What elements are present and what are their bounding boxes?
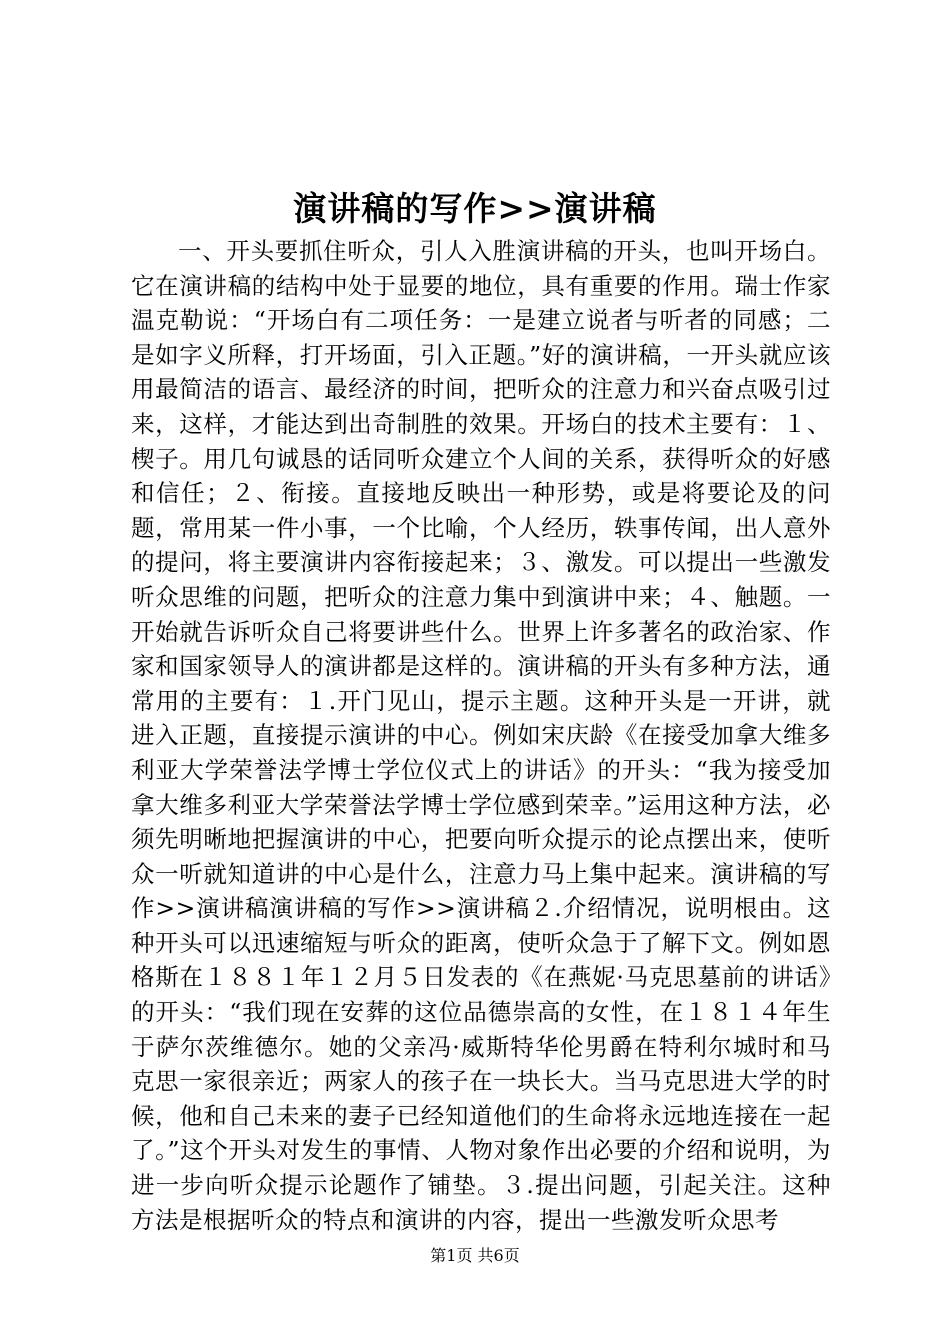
page-footer: 第1页 共6页 <box>430 1246 520 1265</box>
document-body: 一、开头要抓住听众，引人入胜演讲稿的开头，也叫开场白。它在演讲稿的结构中处于显要的地位，具有重要的作用。瑞士作家温克勒说：“开场白有二项任务：一是建立说者与听者的同感；二是如字义所释，打开场面，引入正题。”好的演讲稿，一开头就应该用最简洁的语言、最经济的时间，把听众的注意力和兴奋点吸引过来，这样，才能达到出奇制胜的效果。开场白的技术主要有：１、楔子。用几句诚恳的话同听众建立个人间的关系，获得听众的好感和信任；２、衔接。直接地反映出一种形势，或是将要论及的问题，常用某一件小事，一个比喻，个人经历，轶事传闻，出人意外的提问，将主要演讲内容衔接起来；３、激发。可以提出一些激发听众思维的问题，把听众的注意力集中到演讲中来；４、触题。一开始就告诉听众自己将要讲些什么。世界上许多著名的政治家、作家和国家领导人的演讲都是这样的。演讲稿的开头有多种方法，通常用的主要有：１.开门见山，提示主题。这种开头是一开讲，就进入正题，直接提示演讲的中心。例如宋庆龄《在接受加拿大维多利亚大学荣誉法学博士学位仪式上的讲话》的开头：“我为接受加拿大维多利亚大学荣誉法学博士学位感到荣幸。”运用这种方法，必须先明晰地把握演讲的中心，把要向听众提示的论点摆出来，使听众一听就知道讲的中心是什么，注意力马上集中起来。演讲稿的写作>>演讲稿演讲稿的写作>>演讲稿２.介绍情况，说明根由。这种开头可以迅速缩短与听众的距离，使听众急于了解下文。例如恩格斯在１８８１年１２月５日发表的《在燕妮·马克思墓前的讲话》的开头：“我们现在安葬的这位品德崇高的女性，在１８１４年生于萨尔茨维德尔。她的父亲冯·威斯特华伦男爵在特利尔城时和马克思一家很亲近；两家人的孩子在一块长大。当马克思进大学的时候，他和自己未来的妻子已经知道他们的生命将永远地连接在一起了。”这个开头对发生的事情、人物对象作出必要的介绍和说明，为进一步向听众提示论题作了铺垫。３.提出问题，引起关注。这种方法是根据听众的特点和演讲的内容，提出一些激发听众思考 <box>131 237 831 1234</box>
document-title: 演讲稿的写作>>演讲稿 <box>293 189 657 228</box>
